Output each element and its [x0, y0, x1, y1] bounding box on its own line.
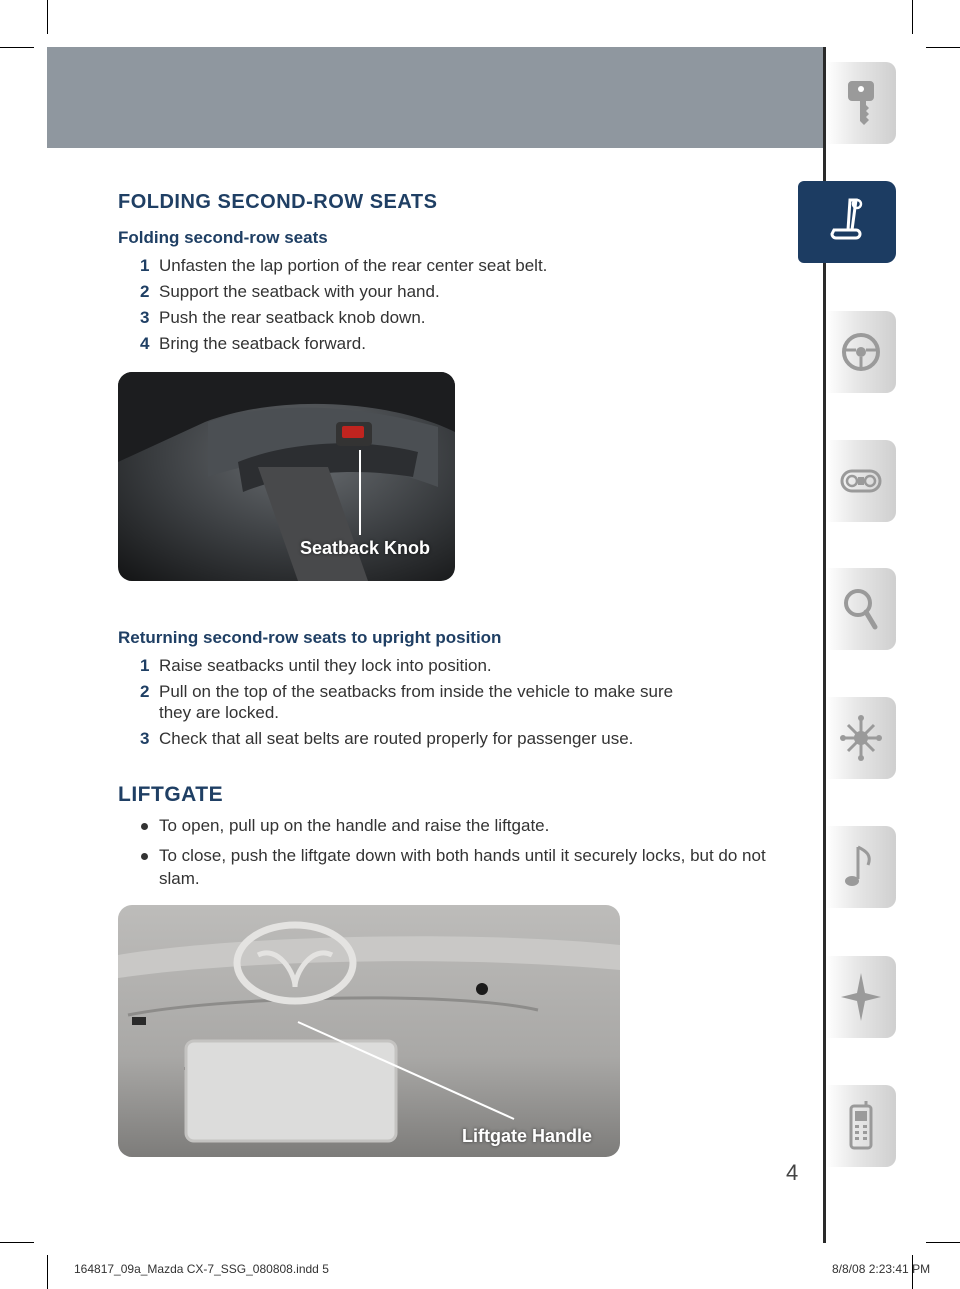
key-icon — [840, 77, 882, 129]
footer-date: 8/8/08 2:23:41 PM — [832, 1262, 931, 1276]
tab-steering[interactable] — [826, 311, 896, 393]
compass-star-icon — [840, 971, 882, 1023]
subheading-returning: Returning second-row seats to upright position — [118, 628, 502, 647]
page-number: 4 — [786, 1160, 799, 1185]
section-title-liftgate: LIFTGATE — [118, 783, 224, 806]
crop-mark — [0, 47, 34, 48]
phone-icon — [840, 1100, 882, 1152]
subheading-folding: Folding second-row seats — [118, 228, 328, 247]
list-item: 2 Support the seatback with your hand. — [140, 282, 440, 301]
steering-wheel-icon — [840, 326, 882, 378]
tab-search[interactable] — [826, 568, 896, 650]
section-title-folding: FOLDING SECOND-ROW SEATS — [118, 191, 438, 213]
crop-mark — [0, 1242, 34, 1243]
crop-mark — [47, 0, 48, 34]
liftgate-handle-photo — [118, 905, 620, 1157]
footer-filename: 164817_09a_Mazda CX-7_SSG_080808.indd 5 — [74, 1262, 329, 1276]
crop-mark — [47, 1255, 48, 1289]
tab-keys[interactable] — [826, 62, 896, 144]
seatback-knob-photo — [118, 372, 455, 581]
tab-audio[interactable] — [826, 826, 896, 908]
list-item: 3 Check that all seat belts are routed properly for passenger use. — [140, 729, 634, 748]
list-item: 1 Unfasten the lap portion of the rear center seat belt. — [140, 256, 548, 275]
tab-climate[interactable] — [826, 697, 896, 779]
tab-instruments[interactable] — [826, 440, 896, 522]
crop-mark — [926, 47, 960, 48]
crop-mark — [912, 0, 913, 34]
returning-steps-list — [118, 655, 678, 754]
list-item: To open, pull up on the handle and raise the liftgate. — [118, 814, 788, 837]
climate-fan-icon — [840, 712, 882, 764]
magnifier-icon — [840, 583, 882, 635]
list-item: 2 Pull on the top of the seatbacks from inside the vehicle to make sure they are locked. — [140, 682, 674, 722]
list-item: To close, push the liftgate down with both hands until it securely locks, but do not slam. — [118, 844, 788, 890]
crop-mark — [926, 1242, 960, 1243]
music-note-icon — [840, 841, 882, 893]
tab-seats[interactable] — [798, 181, 896, 263]
instrument-gauges-icon — [840, 455, 882, 507]
seat-icon — [826, 196, 868, 248]
callout-liftgate-handle: Liftgate Handle — [461, 1126, 592, 1146]
header-band — [47, 47, 823, 148]
tab-phone[interactable] — [826, 1085, 896, 1167]
list-item: 1 Raise seatbacks until they lock into position. — [140, 656, 492, 675]
list-item: 4 Bring the seatback forward. — [140, 334, 366, 353]
list-item: 3 Push the rear seatback knob down. — [140, 308, 426, 327]
tab-navigation[interactable] — [826, 956, 896, 1038]
liftgate-bullets-list — [118, 814, 788, 897]
folding-steps-list — [118, 255, 778, 359]
callout-seatback-knob: Seatback Knob — [299, 538, 430, 558]
